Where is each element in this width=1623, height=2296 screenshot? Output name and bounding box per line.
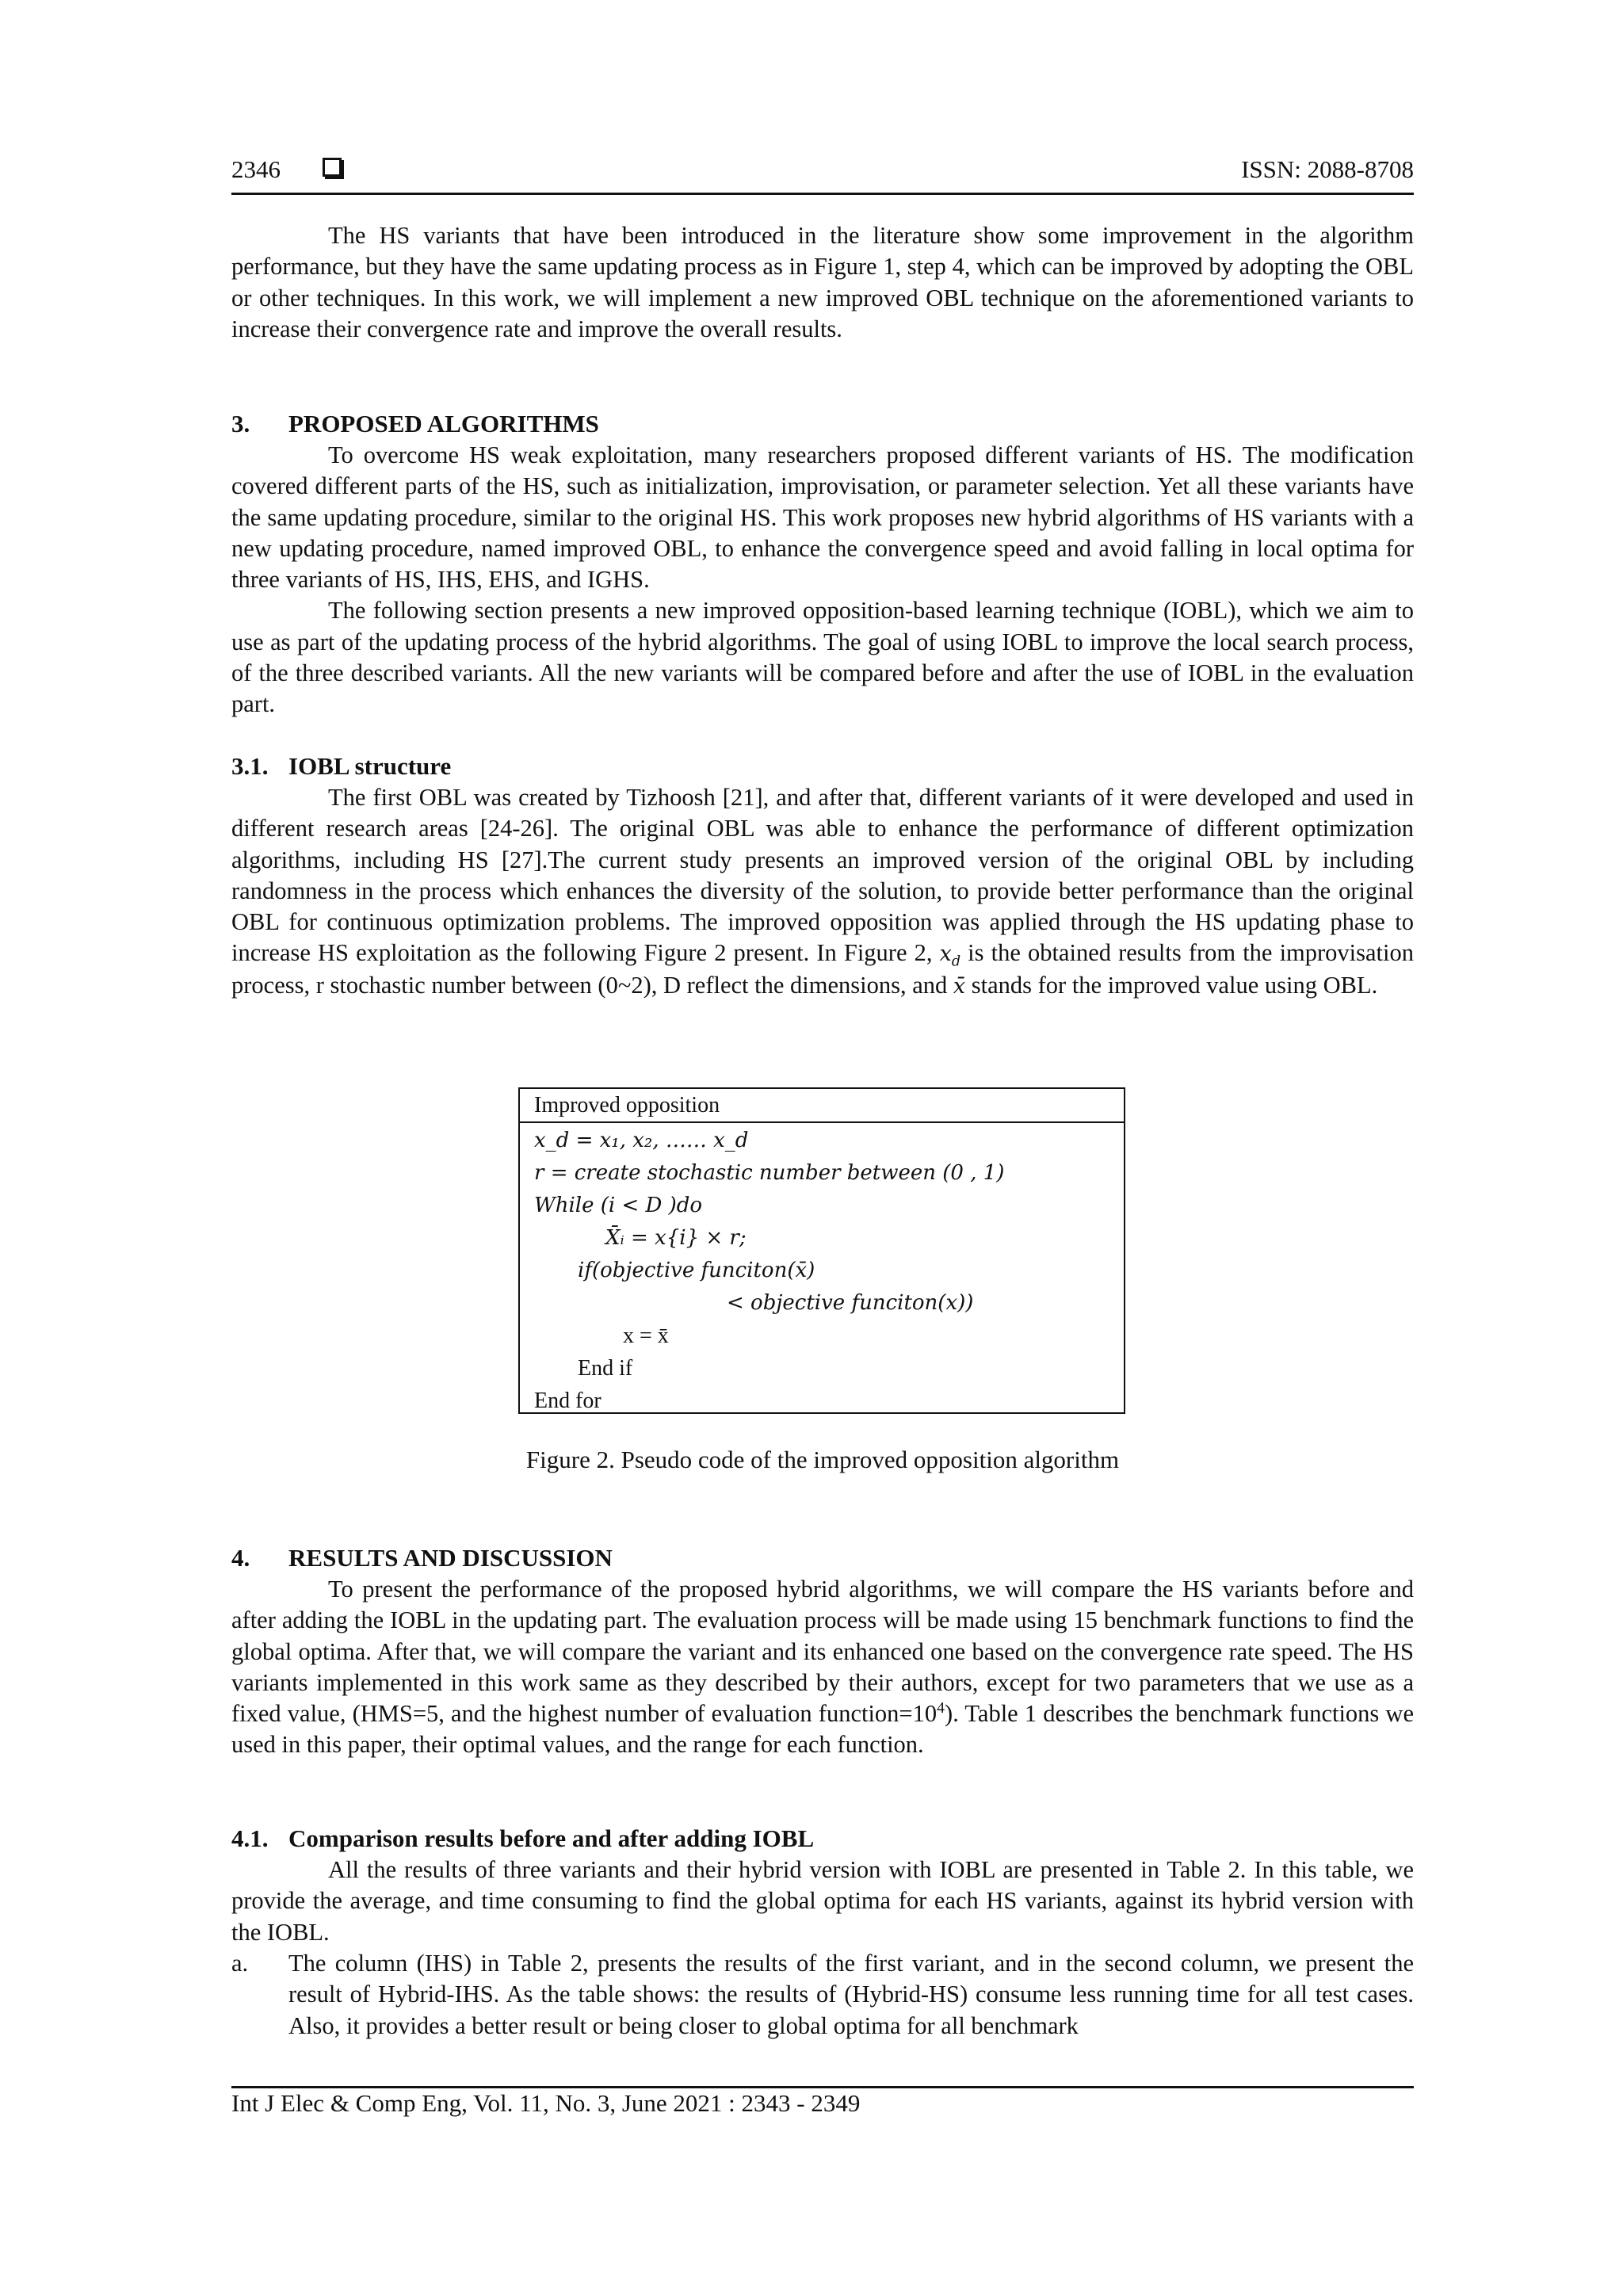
algorithm-title: Improved opposition [520, 1089, 1124, 1123]
list-marker: a. [231, 1950, 249, 1977]
subsection-title: Comparison results before and after adding IOBL [288, 1824, 815, 1852]
intro-paragraph: The HS variants that have been introduced in the literature show some improvement in the algorithm performance, but they have the same updating process as in Figure 1, step 4, which can be improved by adopting the OBL or other techniques. In this work, we will implement a new improved OBL technique on the aforementioned variants to increase their convergence rate and improve the overall results. [231, 222, 1414, 342]
section-4-1-paragraph: All the results of three variants and their hybrid version with IOBL are presented in Table 2. In this table, we provide the average, and time consuming to find the global optima for each HS variants, against its hybrid version with the IOBL. [231, 1856, 1414, 1946]
section-number: 3. [231, 410, 250, 437]
page-footer: Int J Elec & Comp Eng, Vol. 11, No. 3, June 2021 : 2343 - 2349 [231, 2089, 861, 2117]
section-3-1-body [231, 782, 1414, 1002]
algorithm-lines [520, 1123, 1124, 1417]
section-4-body [231, 1574, 1414, 1761]
algorithm-line: x = x̄ [623, 1324, 669, 1348]
section-3-paragraph-2: The following section presents a new improved opposition-based learning technique (IOBL), which we aim to use as part of the updating process of the hybrid algorithms. The goal of using IOBL to improve the local search process, of the three described variants. All the new variants will be compared before and after the use of IOBL in the evaluation part. [231, 597, 1414, 718]
issn-label: ISSN: 2088-8708 [1241, 155, 1414, 183]
section-number: 4. [231, 1544, 250, 1572]
section-3-1-paragraph: The first OBL was created by Tizhoosh [21], and after that, different variants of it were developed and used in different research areas [24-26]. The original OBL was able to enhance the performance of different optimization algorithms, including HS [27].The current study presents an improved version of the original OBL by including randomness in the process which enhances the diversity of the solution, to provide better performance than the original OBL for continuous optimization problems. The improved opposition was applied through the HS updating phase to increase HS exploitation as the following Figure 2 present. In Figure 2, $x_d$ is the obtained results from the improvisation process, r stochastic number between (0~2), D reflect the dimensions, and x̄ stands for the improved value using OBL. [231, 784, 1415, 999]
variable-x-bar: x̄ [953, 973, 966, 999]
subsection-number: 3.1. [231, 752, 269, 780]
section-4-1-heading [231, 1823, 814, 1855]
algorithm-line: if(objective funciton(x̄) [578, 1259, 815, 1282]
algorithm-box [518, 1087, 1125, 1414]
algorithm-line: r = create stochastic number between (0 , 1) [534, 1161, 1005, 1185]
section-3-1-heading [231, 751, 451, 782]
section-title: RESULTS AND DISCUSSION [288, 1544, 613, 1572]
algorithm-line: End if [578, 1356, 633, 1381]
section-3-body [231, 440, 1414, 720]
page-header [231, 155, 1414, 187]
section-4-paragraph: To present the performance of the proposed hybrid algorithms, we will compare the HS variants before and after adding the IOBL in the updating part. The evaluation process will be made using 15 benchmark functions to find the global optima. After that, we will compare the variant and its enhanced one based on the convergence rate speed. The HS variants implemented in this work same as they described by their authors, except for two parameters that we use as a fixed value, (HMS=5, and the highest number of evaluation $function=10^4$). Table 1 describes the benchmark functions we used in this paper, their optimal values, and the range for each function. [231, 1576, 1414, 1759]
section-3-heading [231, 408, 599, 440]
page-number: 2346 [231, 155, 281, 183]
variable-x-d: $x_d$ [939, 942, 961, 970]
algorithm-line: x_d = x₁, x₂, …… x_d [534, 1129, 749, 1152]
section-4-heading [231, 1542, 613, 1574]
algorithm-line: < objective funciton(x)) [727, 1291, 974, 1315]
algorithm-line: While (i < D )do [534, 1194, 703, 1217]
algorithm-line: End for [534, 1389, 601, 1413]
section-3-paragraph-1: To overcome HS weak exploitation, many researchers proposed different variants of HS. The modification covered different parts of the HS, such as initialization, improvisation, or parameter selection. Yet all these variants have the same updating procedure, similar to the original HS. This work proposes new hybrid algorithms of HS variants with a new updating procedure, named improved OBL, to enhance the convergence speed and avoid falling in local optima for three variants of HS, IHS, EHS, and IGHS. [231, 441, 1414, 594]
subsection-title: IOBL structure [288, 752, 452, 780]
section-title: PROPOSED ALGORITHMS [288, 410, 599, 437]
algorithm-line: X̄ᵢ = x{i} × r; [605, 1226, 747, 1250]
section-4-1-body [231, 1855, 1414, 1948]
square-box-icon [323, 158, 342, 177]
figure-2-caption: Figure 2. Pseudo code of the improved opposition algorithm [525, 1446, 1120, 1473]
list-item-a [231, 1948, 1414, 2042]
list-item-text: The column (IHS) in Table 2, presents the results of the first variant, and in the second column, we present the result of Hybrid-IHS. As the table shows: the results of (Hybrid-HS) consume less running time for all test cases. Also, it provides a better result or being closer to global optima for all benchmark [288, 1950, 1414, 2039]
header-rule [231, 193, 1414, 195]
subsection-number: 4.1. [231, 1824, 269, 1852]
